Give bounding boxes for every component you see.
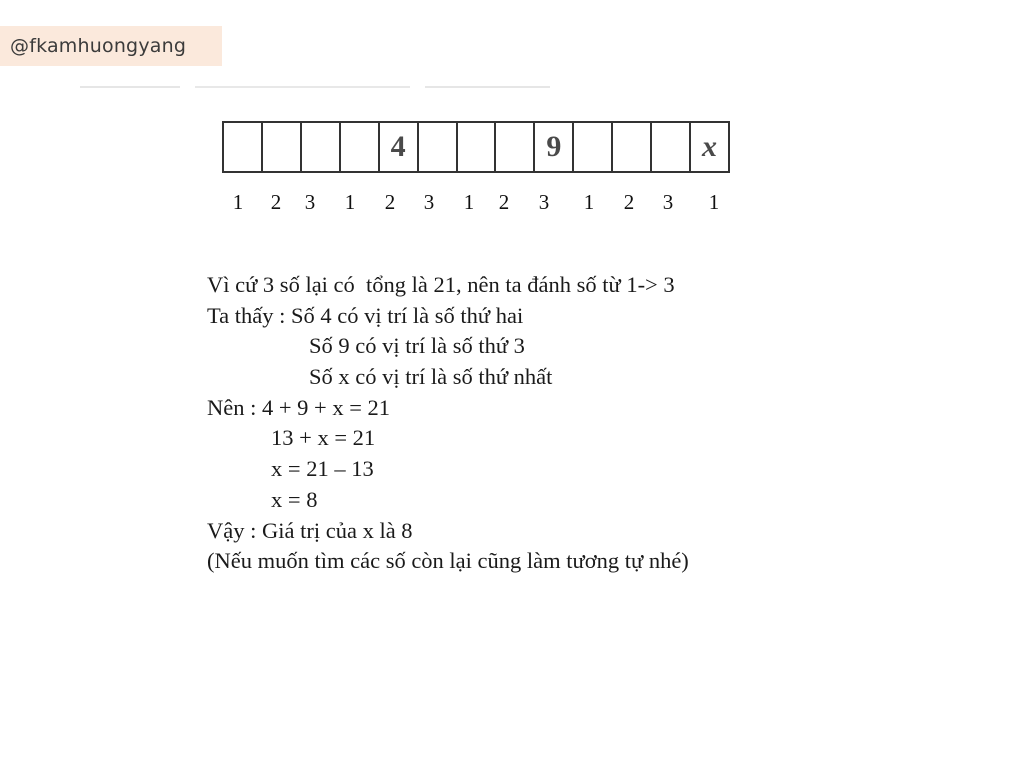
position-label: 1: [463, 190, 475, 214]
position-label: 2: [270, 190, 282, 214]
grid-cell: [613, 123, 652, 171]
equation-line: 13 + x = 21: [271, 425, 376, 451]
grid-cell-unknown: x: [702, 130, 718, 163]
position-label: 1: [344, 190, 356, 214]
position-label: 3: [538, 190, 550, 214]
equation-line: x = 21 – 13: [271, 456, 374, 482]
watermark-badge: [0, 26, 222, 66]
position-label: 2: [384, 190, 396, 214]
explanation-line: Ta thấy : Số 4 có vị trí là số thứ hai: [207, 302, 524, 328]
position-label: 2: [623, 190, 635, 214]
grid-cell: 9: [535, 123, 574, 171]
equation-line: x = 8: [271, 486, 318, 512]
position-label: 1: [583, 190, 595, 214]
position-label: 2: [498, 190, 510, 214]
grid-cell: [302, 123, 341, 171]
explanation-line: Vì cứ 3 số lại có tổng là 21, nên ta đánh số từ 1-> 3: [207, 272, 675, 297]
note-line: (Nếu muốn tìm các số còn lại cũng làm tương tự nhé): [207, 548, 689, 574]
grid-cell: [263, 123, 302, 171]
grid-cell: [458, 123, 497, 171]
position-label: 3: [423, 190, 435, 214]
position-label: 1: [708, 190, 720, 214]
position-label: 3: [662, 190, 674, 214]
explanation-line: Số x có vị trí là số thứ nhất: [309, 364, 553, 390]
number-grid: [222, 121, 730, 173]
explanation-line: Số 9 có vị trí là số thứ 3: [309, 333, 525, 359]
position-labels: [0, 190, 1024, 220]
position-label: 1: [232, 190, 244, 214]
faint-divider: [80, 86, 550, 88]
grid-cell: [496, 123, 535, 171]
equation-line: Nên : 4 + 9 + x = 21: [207, 394, 391, 420]
grid-cell: [419, 123, 458, 171]
position-label: 3: [304, 190, 316, 214]
watermark-text: @fkamhuongyang: [10, 35, 187, 57]
grid-cell: 4: [380, 123, 419, 171]
grid-cell: [574, 123, 613, 171]
grid-cell: [224, 123, 263, 171]
grid-cell: [652, 123, 691, 171]
conclusion-line: Vậy : Giá trị của x là 8: [207, 517, 413, 543]
grid-cell: [341, 123, 380, 171]
explanation-text: [207, 270, 907, 577]
